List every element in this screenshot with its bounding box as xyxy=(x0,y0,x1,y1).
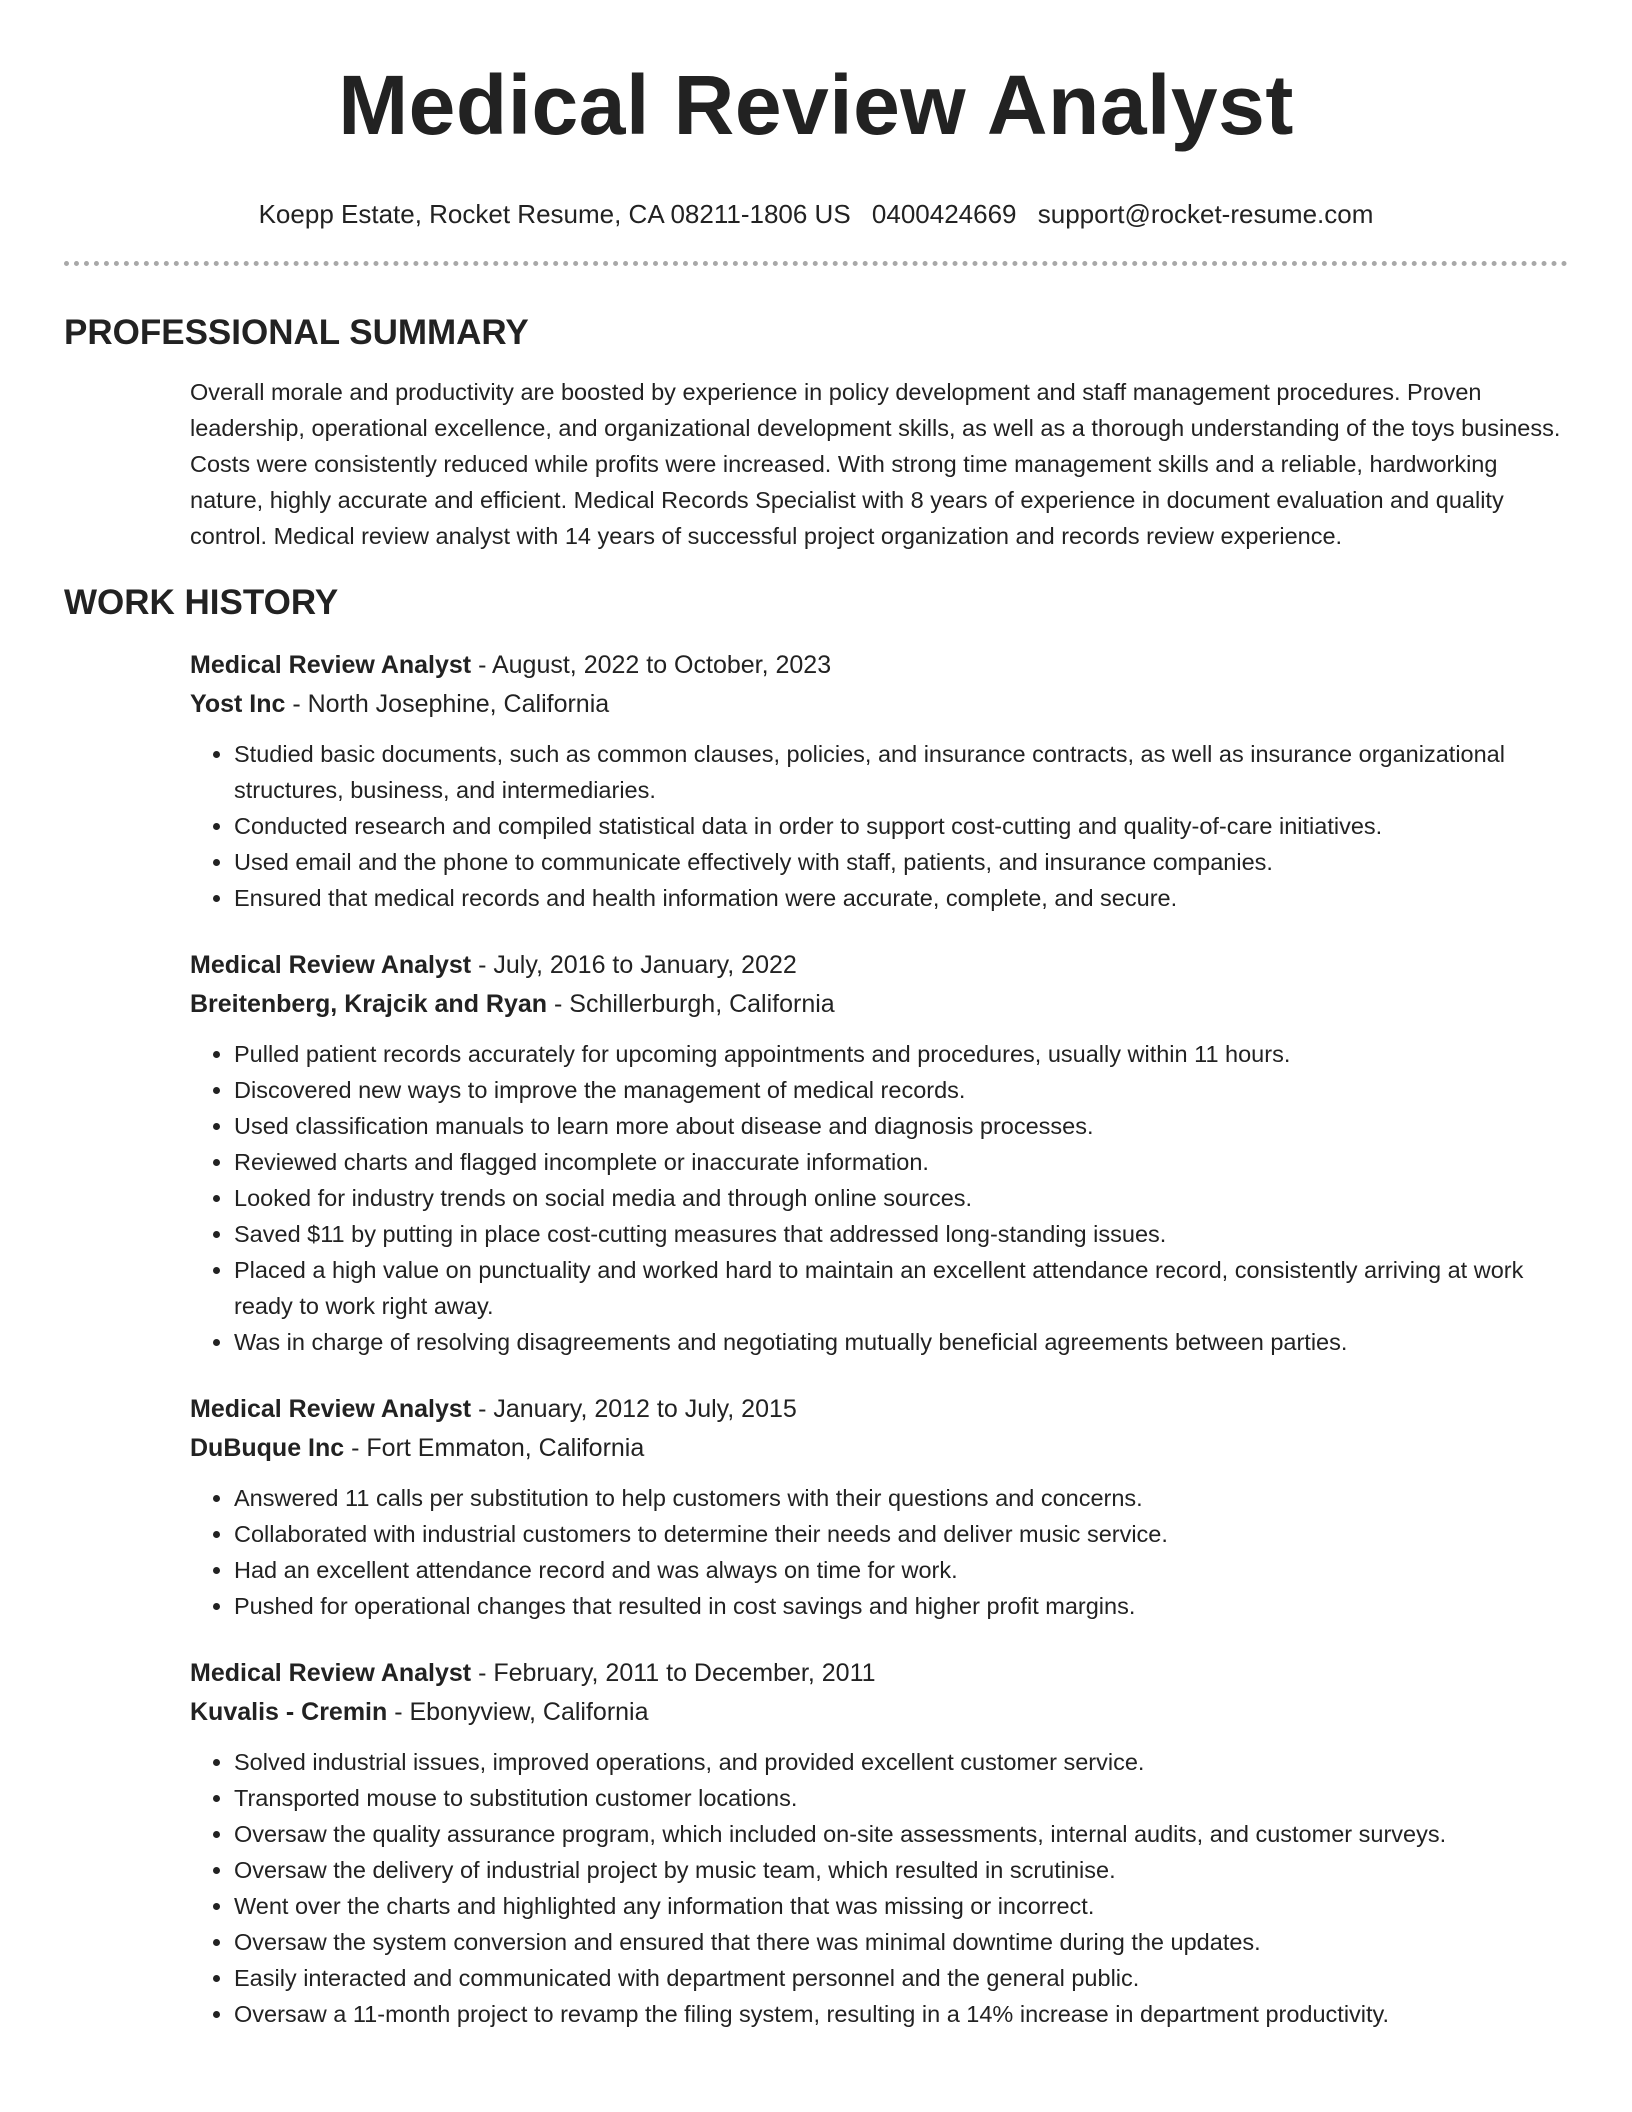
job-role-line xyxy=(190,1654,1568,1693)
resume-name: Medical Review Analyst xyxy=(338,58,1294,152)
job-bullet: • Solved industrial issues, improved operations, and provided excellent customer service. xyxy=(234,1744,1568,1780)
job-company-line xyxy=(190,685,1568,724)
job-role-line xyxy=(190,646,1568,685)
job-dates: - July, 2016 to January, 2022 xyxy=(471,951,797,979)
job-company: Kuvalis - Cremin xyxy=(190,1698,388,1726)
job-bullet: • Looked for industry trends on social media and through online sources. xyxy=(234,1180,1568,1216)
job-bullet-list xyxy=(190,1480,1568,1624)
job-dates: - August, 2022 to October, 2023 xyxy=(471,651,832,679)
job-bullet: • Used classification manuals to learn more about disease and diagnosis processes. xyxy=(234,1108,1568,1144)
job-role-line xyxy=(190,1390,1568,1429)
job-bullet: • Ensured that medical records and health information were accurate, complete, and secure. xyxy=(234,880,1568,916)
job-company: Yost Inc xyxy=(190,690,286,718)
job-location: - North Josephine, California xyxy=(285,690,610,718)
work-history-heading: WORK HISTORY xyxy=(64,583,339,622)
job-entry xyxy=(190,646,1568,916)
job-bullet: • Answered 11 calls per substitution to help customers with their questions and concerns. xyxy=(234,1480,1568,1516)
job-company: Breitenberg, Krajcik and Ryan xyxy=(190,990,548,1018)
job-dates: - February, 2011 to December, 2011 xyxy=(471,1659,876,1687)
job-bullet-list xyxy=(190,736,1568,916)
job-bullet: • Collaborated with industrial customers to determine their needs and deliver music service. xyxy=(234,1516,1568,1552)
job-bullet: • Oversaw the quality assurance program, which included on-site assessments, internal audits, and customer surveys. xyxy=(234,1816,1568,1852)
job-bullet: • Saved $11 by putting in place cost-cutting measures that addressed long-standing issues. xyxy=(234,1216,1568,1252)
job-bullet: • Discovered new ways to improve the management of medical records. xyxy=(234,1072,1568,1108)
job-company: DuBuque Inc xyxy=(190,1434,345,1462)
contact-address: Koepp Estate, Rocket Resume, CA 08211-1806 US xyxy=(258,199,851,229)
job-bullet: • Transported mouse to substitution customer locations. xyxy=(234,1780,1568,1816)
job-bullet-list xyxy=(190,1036,1568,1360)
job-company-line xyxy=(190,1429,1568,1468)
job-bullet: • Was in charge of resolving disagreements and negotiating mutually beneficial agreements between parties. xyxy=(234,1324,1568,1360)
job-location: - Fort Emmaton, California xyxy=(344,1434,645,1462)
job-bullet: • Placed a high value on punctuality and worked hard to maintain an excellent attendance record, consistently arriving at work ready to work right away. xyxy=(234,1252,1568,1324)
job-bullet: • Oversaw the system conversion and ensured that there was minimal downtime during the updates. xyxy=(234,1924,1568,1960)
job-company-line xyxy=(190,985,1568,1024)
job-bullet: • Oversaw a 11-month project to revamp the filing system, resulting in a 14% increase in department productivity. xyxy=(234,1996,1568,2032)
summary-heading: PROFESSIONAL SUMMARY xyxy=(64,313,529,352)
header-divider xyxy=(64,261,1568,266)
contact-email: support@rocket-resume.com xyxy=(1037,199,1374,229)
job-role-line xyxy=(190,946,1568,985)
job-role: Medical Review Analyst xyxy=(190,651,472,679)
job-location: - Ebonyview, California xyxy=(387,1698,649,1726)
job-bullet: • Had an excellent attendance record and was always on time for work. xyxy=(234,1552,1568,1588)
job-bullet: • Pulled patient records accurately for upcoming appointments and procedures, usually within 11 hours. xyxy=(234,1036,1568,1072)
job-bullet: • Went over the charts and highlighted any information that was missing or incorrect. xyxy=(234,1888,1568,1924)
job-bullet: • Conducted research and compiled statistical data in order to support cost-cutting and quality-of-care initiatives. xyxy=(234,808,1568,844)
job-company-line xyxy=(190,1693,1568,1732)
job-bullet-list xyxy=(190,1744,1568,2032)
job-role: Medical Review Analyst xyxy=(190,1659,472,1687)
job-bullet: • Easily interacted and communicated with department personnel and the general public. xyxy=(234,1960,1568,1996)
job-bullet: • Oversaw the delivery of industrial project by music team, which resulted in scrutinise. xyxy=(234,1852,1568,1888)
job-entry xyxy=(190,1654,1568,2032)
contact-phone: 0400424669 xyxy=(871,199,1017,229)
job-entry xyxy=(190,1390,1568,1624)
job-bullet: • Used email and the phone to communicate effectively with staff, patients, and insurance companies. xyxy=(234,844,1568,880)
summary-section xyxy=(190,374,1568,554)
contact-line xyxy=(64,197,1568,231)
job-bullet: • Pushed for operational changes that resulted in cost savings and higher profit margins. xyxy=(234,1588,1568,1624)
job-role: Medical Review Analyst xyxy=(190,1395,472,1423)
job-location: - Schillerburgh, California xyxy=(547,990,835,1018)
job-bullet: • Studied basic documents, such as common clauses, policies, and insurance contracts, as well as insurance organizational structures, business, and intermediaries. xyxy=(234,736,1568,808)
job-entry xyxy=(190,946,1568,1360)
job-bullet: • Reviewed charts and flagged incomplete or inaccurate information. xyxy=(234,1144,1568,1180)
job-role: Medical Review Analyst xyxy=(190,951,472,979)
job-dates: - January, 2012 to July, 2015 xyxy=(471,1395,797,1423)
summary-text: Overall morale and productivity are boosted by experience in policy development and staff management procedures. Proven leadership, operational excellence, and organizational development skills, as well as a thorough understanding of the toys business. Costs were consistently reduced while profits were increased. With strong time management skills and a reliable, hardworking nature, highly accurate and efficient. Medical Records Specialist with 8 years of experience in document evaluation and quality control. Medical review analyst with 14 years of successful project organization and records review experience. xyxy=(190,379,1561,549)
work-history-section xyxy=(190,646,1568,2032)
